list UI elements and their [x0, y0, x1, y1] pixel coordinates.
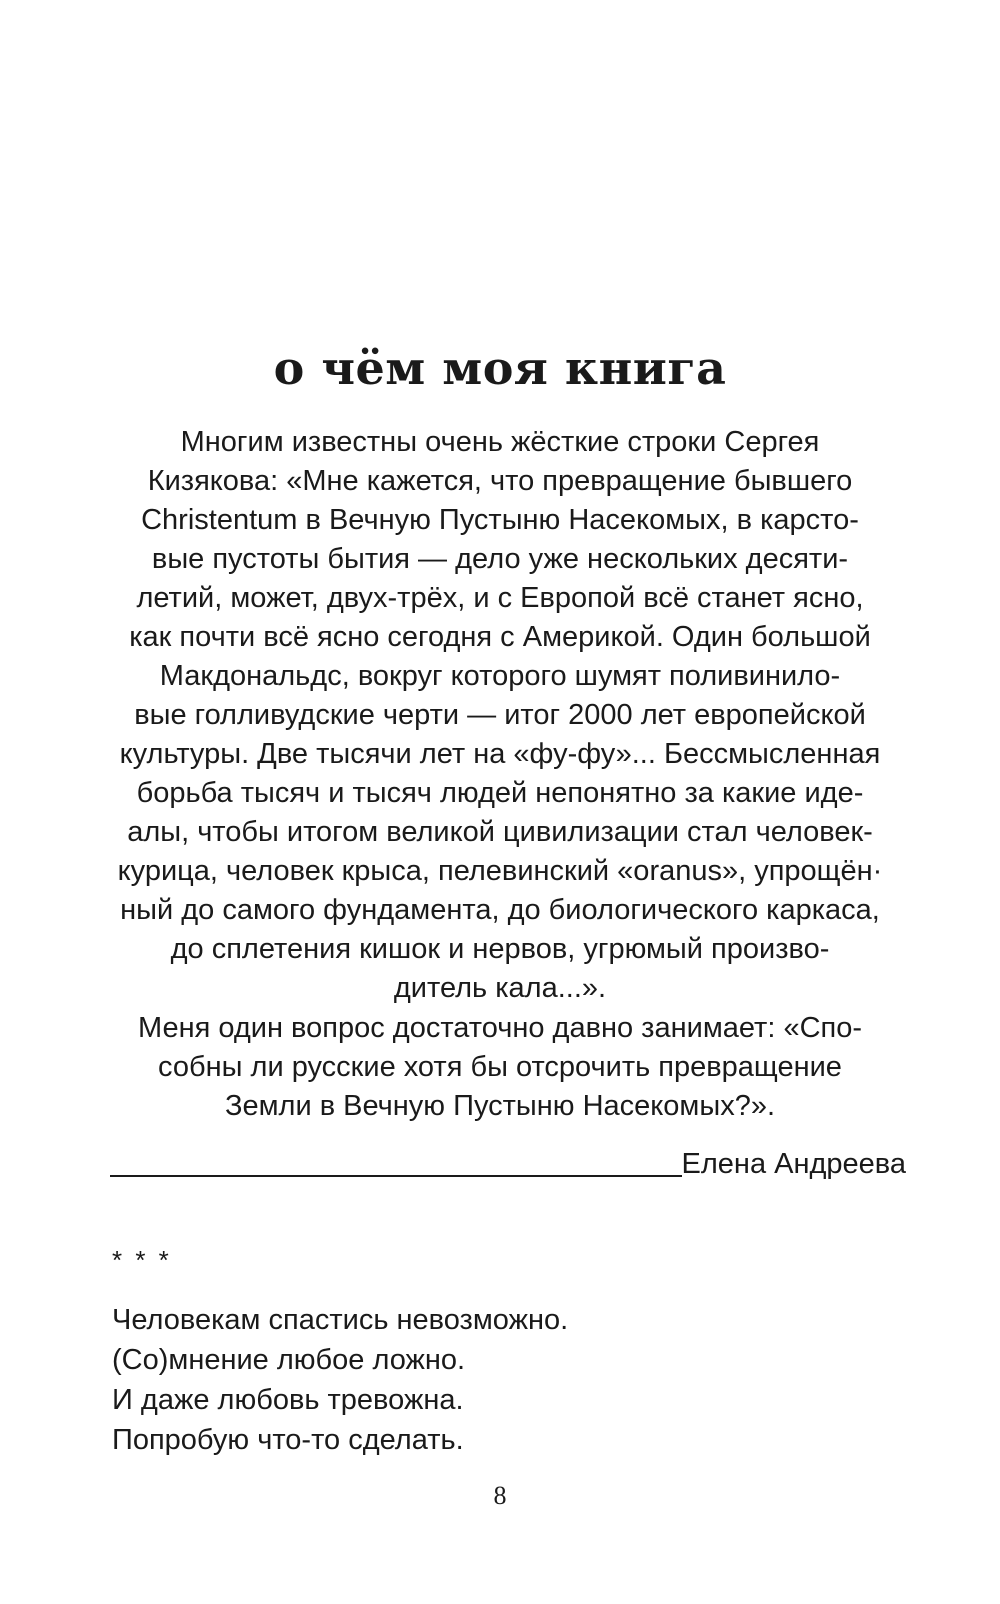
quote-line: Christentum в Вечную Пустыню Насекомых, в карсто-: [141, 504, 859, 536]
quote-line: ный до самого фундамента, до биологического каркаса,: [120, 894, 880, 926]
quote-line: Кизякова: «Мне кажется, что превращение бывшего: [147, 465, 853, 497]
chapter-title: о чём моя книга: [273, 341, 727, 395]
poem-line: Попробую что-то сделать.: [112, 1424, 464, 1456]
poem-line: (Со)мнение любое ложно.: [112, 1344, 466, 1376]
question-line: собны ли русские хотя бы отсрочить превращение: [158, 1051, 842, 1083]
quote-line: вые пустоты бытия — дело уже нескольких десяти-: [151, 543, 849, 575]
quote-line: летий, может, двух-трёх, и с Европой всё станет ясно,: [136, 582, 864, 614]
poem: [112, 1300, 568, 1460]
section-separator: * * *: [112, 1245, 172, 1275]
quote-line: алы, чтобы итогом великой цивилизации стал человек-: [127, 816, 873, 848]
quote-line: до сплетения кишок и нервов, угрюмый произво-: [170, 933, 830, 965]
question-line: Земли в Вечную Пустыню Насекомых?».: [224, 1090, 776, 1122]
quote-line: Макдональдс, вокруг которого шумят поливинило-: [159, 660, 841, 692]
quote-paragraph: [100, 423, 900, 1008]
signature-rule: [110, 1175, 682, 1177]
poem-line: Человекам спастись невозможно.: [112, 1304, 569, 1336]
question-line: Меня один вопрос достаточно давно занимает: «Спо-: [137, 1012, 863, 1044]
quote-line: Многим известны очень жёсткие строки Сергея: [180, 426, 820, 458]
page-number: 8: [493, 1481, 507, 1510]
quote-line: курица, человек крыса, пелевинский «oranus», упрощён·: [117, 855, 883, 887]
quote-line: вые голливудские черти — итог 2000 лет европейской: [134, 699, 866, 731]
question-paragraph: [100, 1009, 900, 1126]
quote-line: дитель кала...».: [393, 972, 607, 1004]
author-name: Елена Андреева: [681, 1148, 906, 1180]
signature-line: [110, 1145, 906, 1184]
quote-line: борьба тысяч и тысяч людей непонятно за какие иде-: [136, 777, 864, 809]
quote-line: культуры. Две тысячи лет на «фу-фу»... Бессмысленная: [119, 738, 881, 770]
quote-line: как почти всё ясно сегодня с Америкой. Один большой: [129, 621, 871, 653]
poem-line: И даже любовь тревожна.: [112, 1384, 464, 1416]
